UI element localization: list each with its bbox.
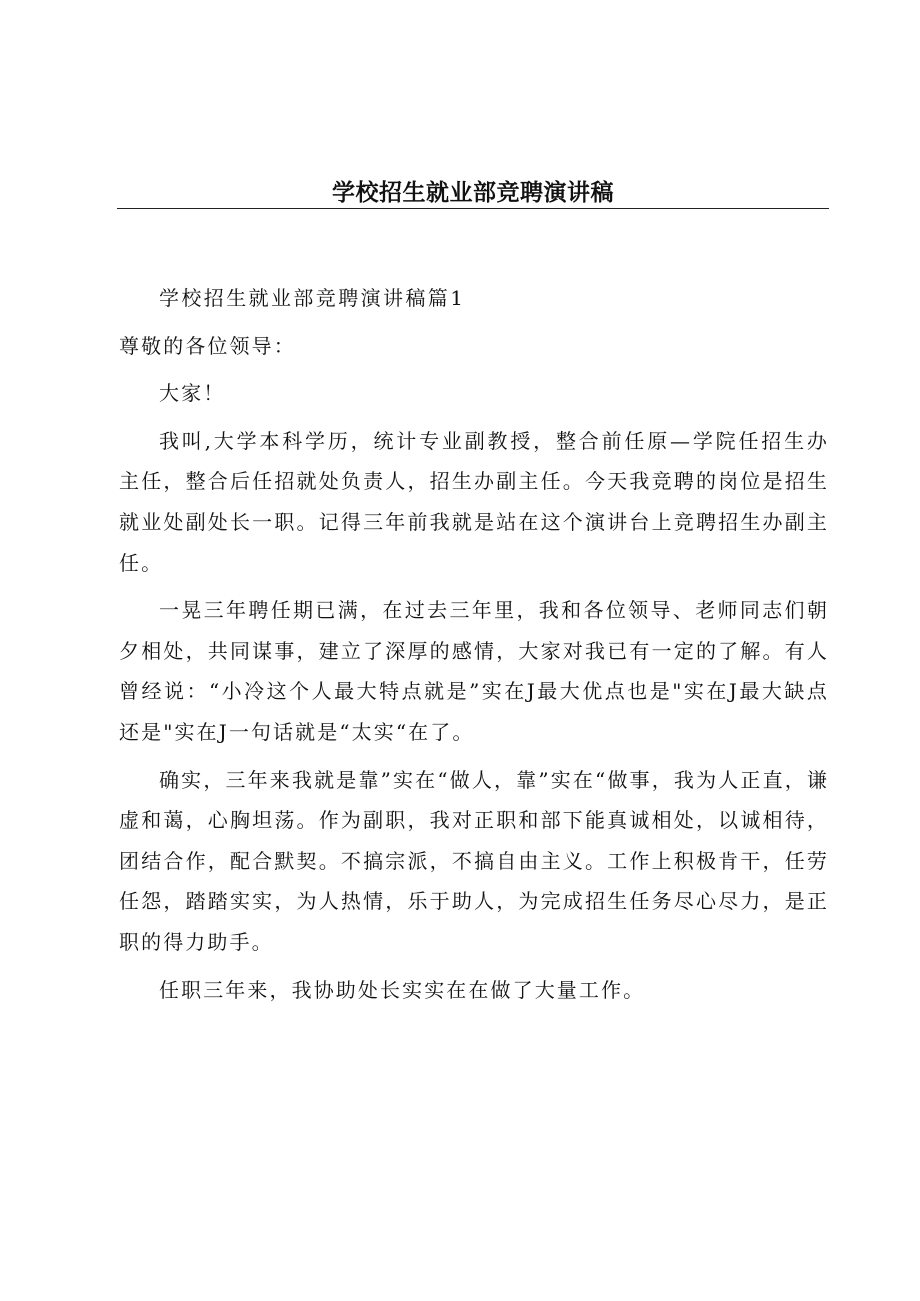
document-body [119,278,829,1017]
section-heading: 学校招生就业部竞聘演讲稿篇1 [159,286,466,310]
paragraph-character: 确实，三年来我就是靠”实在“做人，靠”实在“做事，我为人正直，谦虚和蔼，心胸坦荡。作为副职，我对正职和部下能真诚相处，以诚相待，团结合作，配合默契。不搞宗派，不搞自由主义。工作上积极肯干，任劳任怨，踏踏实实，为人热情，乐于助人，为完成招生任务尽心尽力，是正职的得力助手。 [119,767,829,954]
salutation: 尊敬的各位领导： [119,333,296,358]
paragraph-work: 任职三年来，我协助处长实实在在做了大量工作。 [159,977,646,1002]
paragraph-review: 一晃三年聘任期已满，在过去三年里，我和各位领导、老师同志们朝夕相处，共同谋事，建立了深厚的感情，大家对我已有一定的了解。有人曾经说：“小冷这个人最大特点就是”实在J最大优点也是"实在J最大缺点还是"实在J一句话就是“太实“在了。 [119,598,829,744]
paragraph-introduction: 我叫,大学本科学历，统计专业副教授，整合前任原—学院任招生办主任，整合后任招就处负责人，招生办副主任。今天我竞聘的岗位是招生就业处副处长一职。记得三年前我就是站在这个演讲台上竞聘招生办副主任。 [119,428,829,575]
greeting: 大家！ [159,381,226,406]
document-title: 学校招生就业部竞聘演讲稿 [332,180,614,206]
title-block [117,170,829,209]
